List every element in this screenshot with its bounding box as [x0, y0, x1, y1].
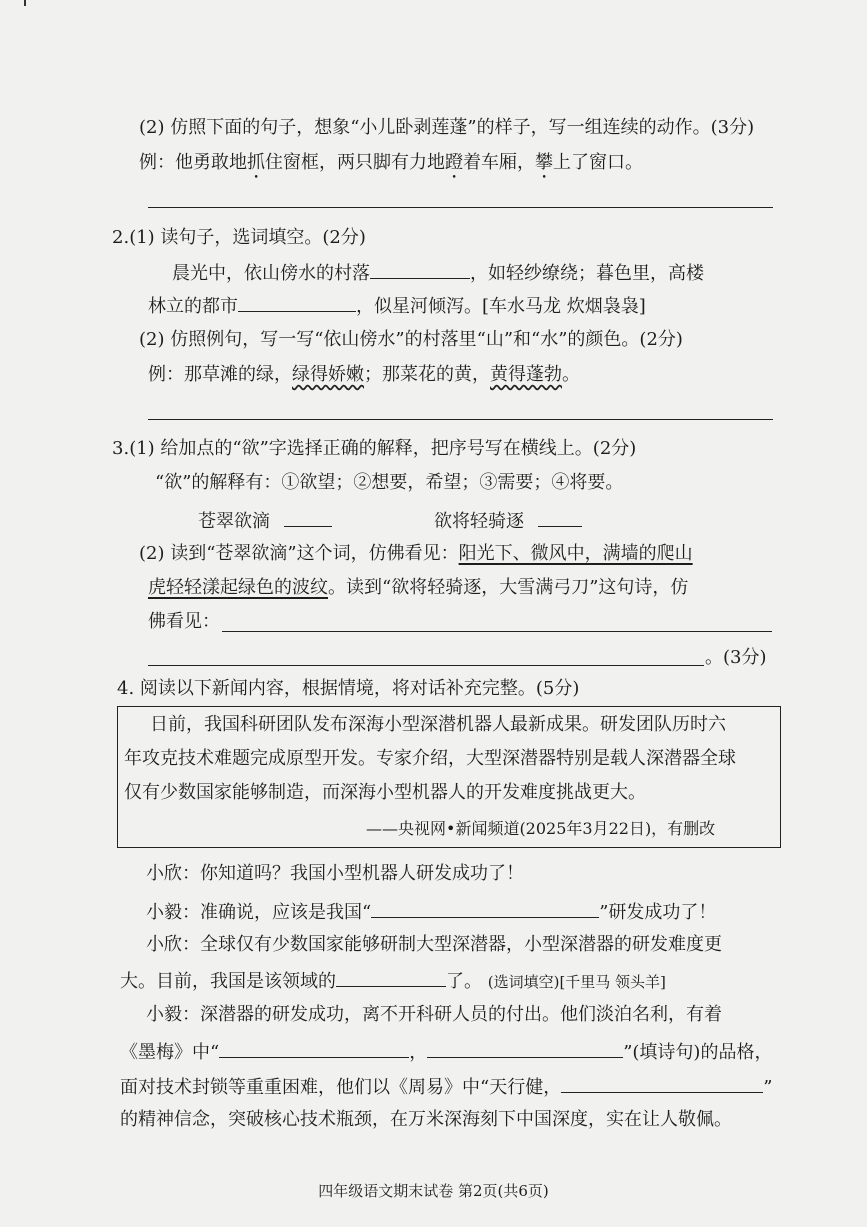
sentence-text: (2) 读到“苍翠欲滴”这个词，仿佛看见： — [139, 543, 459, 564]
dialogue-line — [120, 1037, 772, 1066]
fill-blank[interactable] — [284, 506, 332, 527]
q1-2-example — [139, 150, 643, 183]
sentence-text: ，如轻纱缭绕；暮色里，高楼 — [470, 263, 704, 284]
q4-title: 4. 阅读以下新闻内容，根据情境，将对话补充完整。(5分) — [117, 678, 580, 699]
example-prefix: 例：那草滩的绿， — [148, 364, 292, 385]
dotted-word: 抓 — [247, 152, 265, 173]
answer-line[interactable] — [148, 207, 773, 208]
news-line1: 日前，我国科研团队发布深海小型深潜机器人最新成果。研发团队历时六 — [150, 714, 726, 735]
q2-sentence-line2 — [148, 291, 646, 320]
q2-part1-instruction: (1) 读句子，选词填空。(2分) — [129, 227, 366, 248]
dialogue-line: 的精神信念，突破核心技术瓶颈，在万米深海刻下中国深度，实在让人敬佩。 — [120, 1109, 732, 1130]
q3-word2 — [434, 506, 582, 535]
word-text: 苍翠欲滴 — [198, 511, 270, 532]
q2-part2-example — [148, 362, 580, 388]
q3-part2-line2 — [148, 575, 688, 601]
dialogue-line — [146, 897, 716, 926]
wavy-underlined-text: 绿得娇嫩 — [292, 364, 364, 385]
fill-blank[interactable] — [336, 966, 446, 987]
underlined-text: 阳光下、微风中，满墙的爬山 — [458, 543, 693, 564]
question-number: 2. — [112, 227, 130, 248]
fill-blank[interactable] — [371, 897, 599, 918]
question-number: 3. — [112, 438, 130, 459]
answer-line[interactable] — [148, 665, 704, 666]
fill-blank[interactable] — [561, 1072, 763, 1093]
answer-line[interactable] — [222, 631, 772, 632]
underlined-text: 虎轻轻漾起绿色的波纹 — [148, 577, 328, 598]
q3-word1 — [198, 506, 332, 535]
q3-part2-line3: 佛看见： — [148, 611, 220, 632]
news-line2: 年攻克技术难题完成原型开发。专家介绍，大型深潜器特别是载人深潜器全球 — [124, 748, 736, 769]
dotted-word: 蹬 — [445, 152, 463, 173]
dialogue-text: ”(填诗句)的品格， — [623, 1042, 773, 1063]
example-prefix: 例：他勇敢地 — [139, 152, 247, 173]
q3-part1-instruction: (1) 给加点的“欲”字选择正确的解释，把序号写在横线上。(2分) — [129, 438, 637, 459]
dialogue-line: 小欣：你知道吗？我国小型机器人研发成功了！ — [146, 863, 524, 884]
dialogue-line — [120, 1072, 772, 1101]
fill-blank[interactable] — [370, 258, 470, 279]
example-text: 住窗框，两只脚有力地 — [265, 152, 445, 173]
dialogue-text: 小毅：准确说，应该是我国“ — [146, 902, 372, 923]
example-text: 。 — [562, 364, 580, 385]
dialogue-line — [120, 966, 666, 995]
sentence-text: ，似星河倾泻。[车水马龙 炊烟袅袅] — [356, 296, 646, 317]
fill-blank[interactable] — [219, 1037, 409, 1058]
dialogue-text: 大。目前，我国是该领域的 — [120, 971, 336, 992]
edge-mark — [24, 0, 26, 6]
q3-meanings: “欲”的解释有：①欲望；②想要，希望；③需要；④将要。 — [155, 472, 624, 493]
q1-2-instruction: (2) 仿照下面的句子，想象“小儿卧剥莲蓬”的样子，写一组连续的动作。(3分) — [139, 117, 755, 138]
word-text: 欲将轻骑逐 — [434, 511, 524, 532]
q2-sentence-line1 — [172, 258, 704, 287]
dialogue-text: 面对技术封锁等重重困难，他们以《周易》中“天行健， — [120, 1077, 562, 1098]
dialogue-text: 了。 — [446, 971, 482, 992]
news-source: ——央视网•新闻频道(2025年3月22日)，有删改 — [366, 819, 716, 838]
dialogue-text: ”研发成功了！ — [599, 902, 717, 923]
q2-part1-heading — [112, 225, 366, 251]
example-text: ；那菜花的黄， — [364, 364, 490, 385]
dialogue-text: ， — [409, 1042, 428, 1063]
dialogue-text: ” — [763, 1077, 773, 1098]
fill-blank[interactable] — [427, 1037, 623, 1058]
news-line3: 仅有少数国家能够制造，而深海小型机器人的开发难度挑战更大。 — [124, 782, 646, 803]
fill-blank[interactable] — [238, 291, 356, 312]
word-choice-note: (选词填空)[千里马 领头羊] — [487, 973, 666, 991]
dialogue-line: 小欣：全球仅有少数国家能够研制大型深潜器，小型深潜器的研发难度更 — [146, 934, 722, 955]
sentence-text: 林立的都市 — [148, 296, 238, 317]
example-text: 着车厢， — [463, 152, 535, 173]
q2-part2-instruction: (2) 仿照例句，写一写“依山傍水”的村落里“山”和“水”的颜色。(2分) — [139, 329, 683, 350]
answer-line[interactable] — [148, 419, 773, 420]
example-text: 上了窗口。 — [553, 152, 643, 173]
dialogue-text: 《墨梅》中“ — [120, 1042, 220, 1063]
q3-part1-heading — [112, 436, 636, 462]
fill-blank[interactable] — [538, 506, 582, 527]
page-footer: 四年级语文期末试卷 第2页(共6页) — [318, 1182, 549, 1200]
wavy-underlined-text: 黄得蓬勃 — [490, 364, 562, 385]
q3-score: 。(3分) — [705, 647, 767, 668]
q3-part2-line1 — [139, 541, 693, 567]
dotted-word: 攀 — [535, 152, 553, 173]
sentence-text: 。读到“欲将轻骑逐，大雪满弓刀”这句诗，仿 — [328, 577, 689, 598]
dialogue-line: 小毅：深潜器的研发成功，离不开科研人员的付出。他们淡泊名利，有着 — [146, 1004, 722, 1025]
sentence-text: 晨光中，依山傍水的村落 — [172, 263, 370, 284]
